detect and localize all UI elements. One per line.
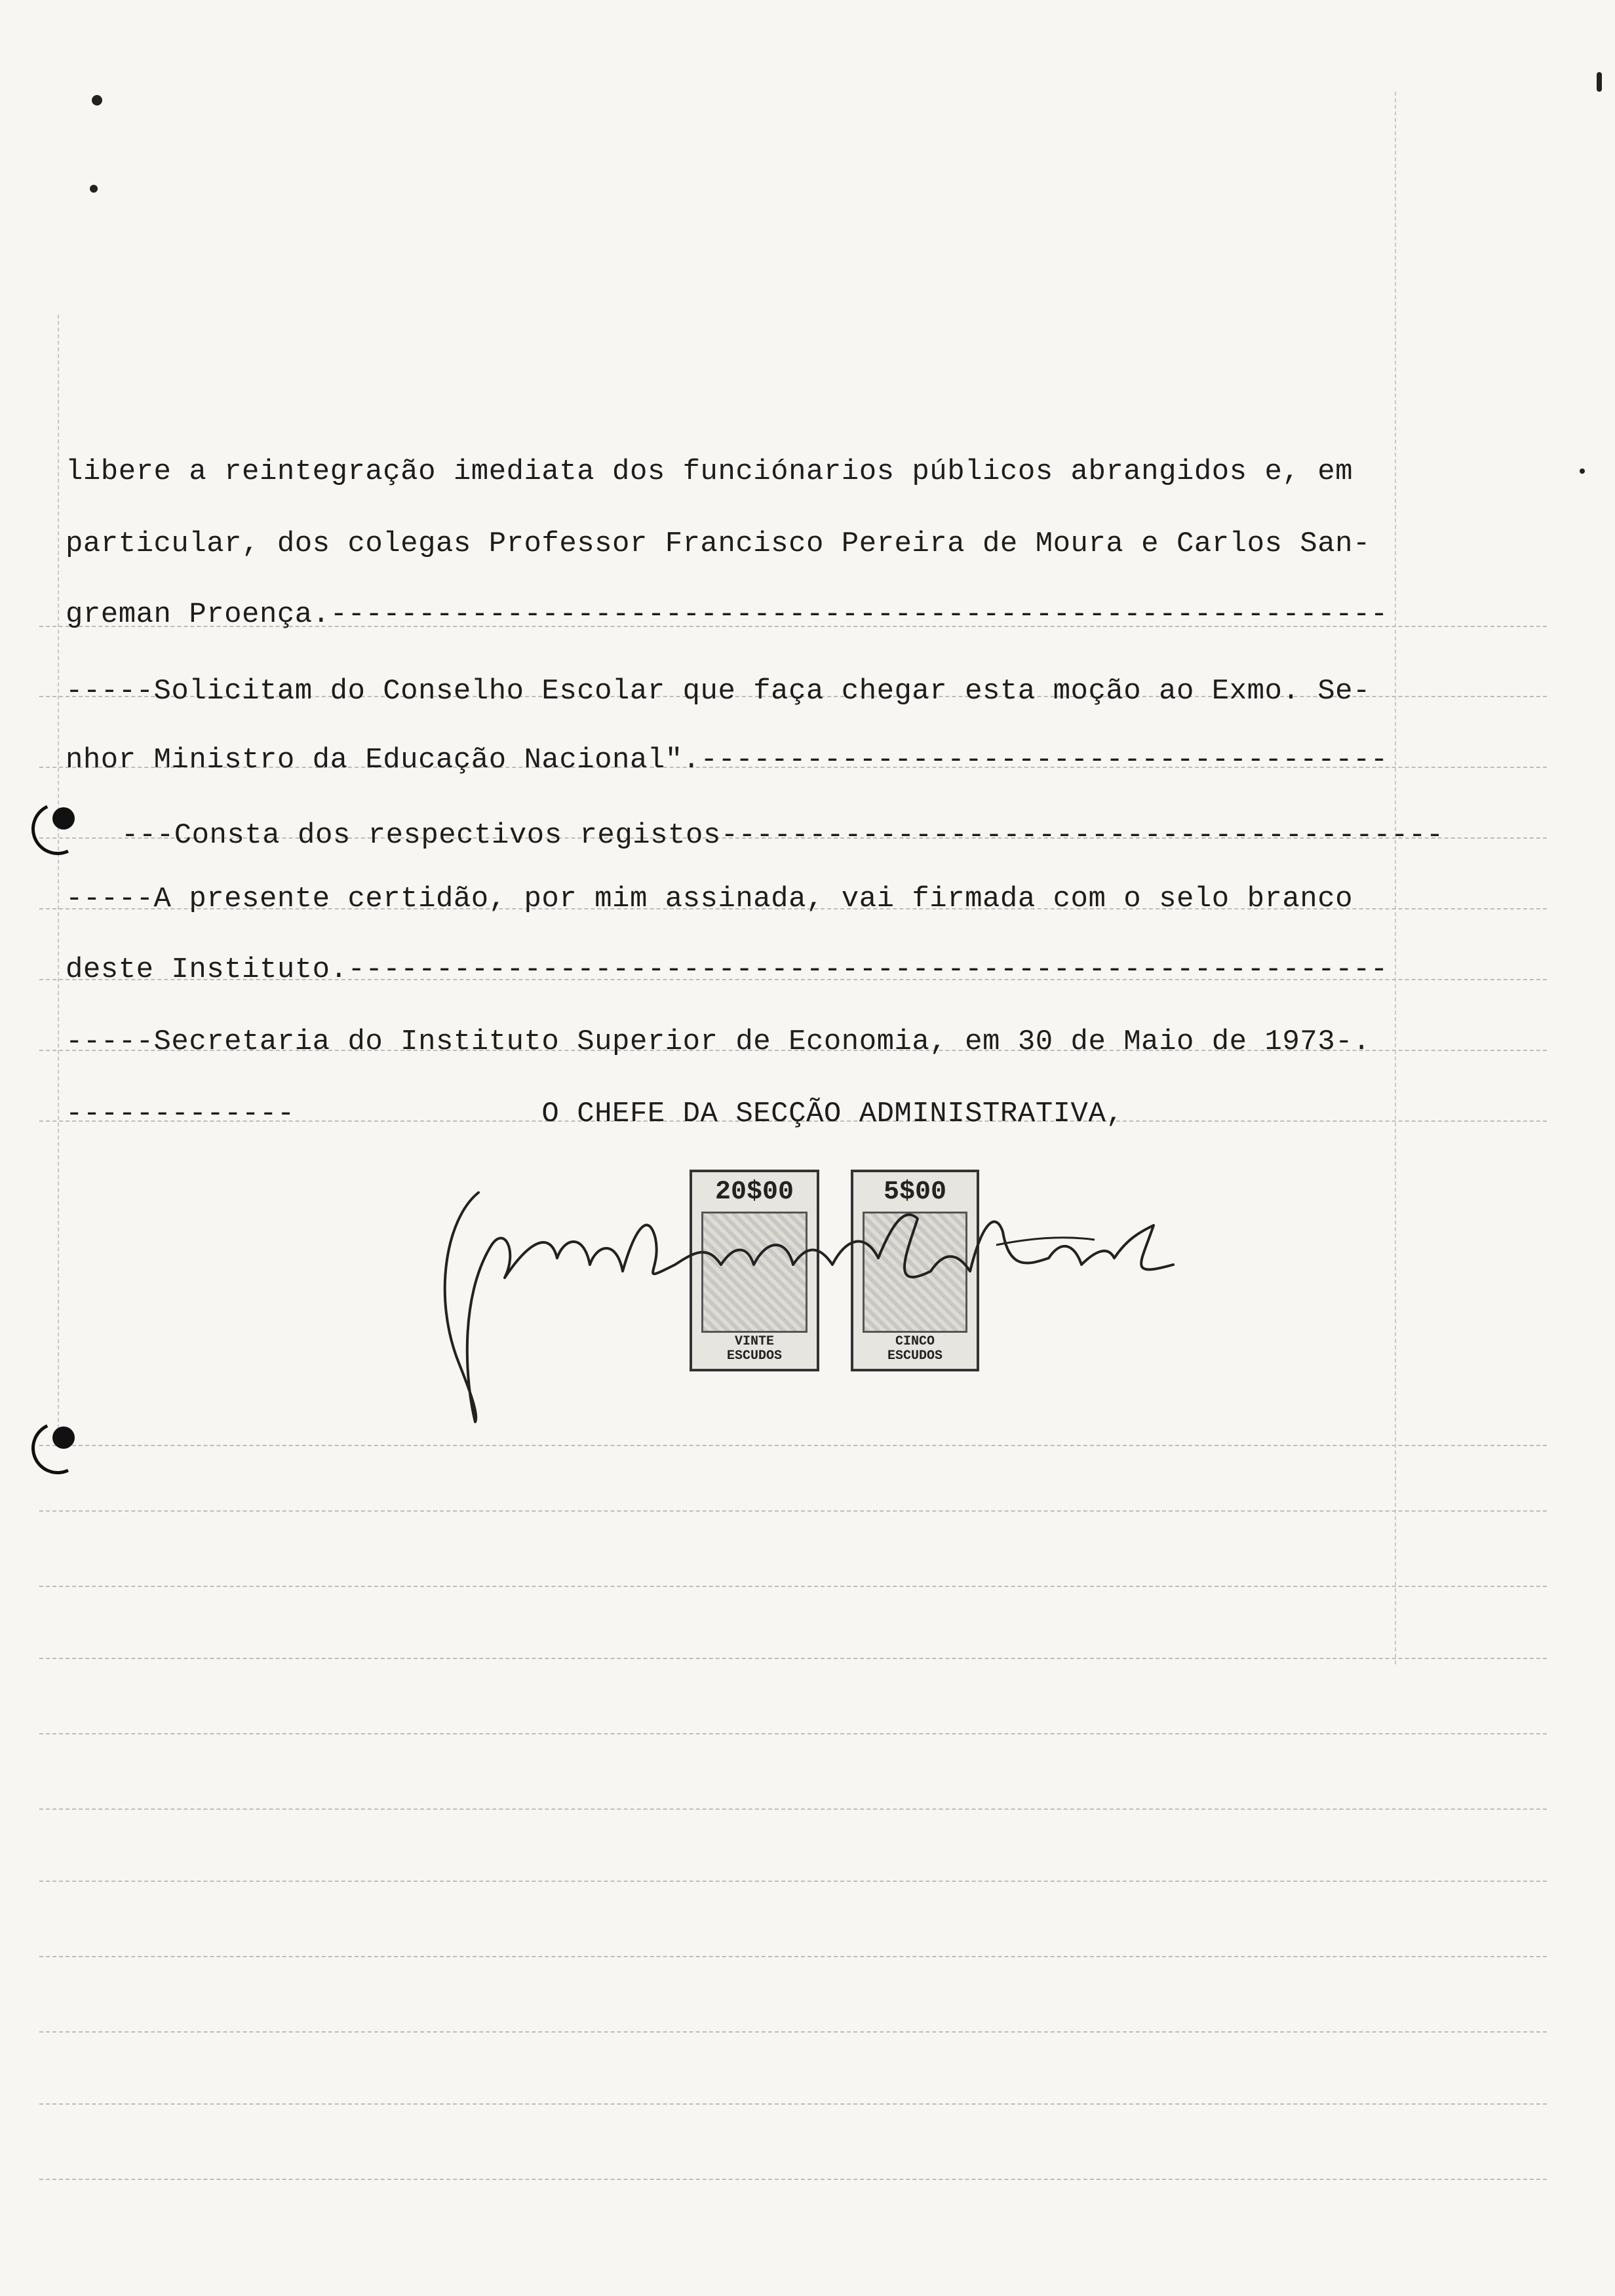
punch-hole bbox=[52, 1426, 75, 1449]
punch-hole bbox=[24, 795, 92, 863]
stamp-value: 5$00 bbox=[883, 1177, 946, 1207]
ruled-line bbox=[39, 2179, 1547, 2180]
ruled-line bbox=[39, 1881, 1547, 1882]
speck bbox=[1580, 469, 1585, 474]
text-line-10: ------------- O CHEFE DA SECÇÃO ADMINISTRATIVA, bbox=[66, 1098, 1124, 1130]
ruled-line bbox=[39, 1445, 1547, 1446]
ruled-line bbox=[39, 1510, 1547, 1512]
ruled-line bbox=[39, 1956, 1547, 1957]
stamp-words: VINTE ESCUDOS bbox=[726, 1334, 782, 1364]
text-line-3: greman Proença.------------------------------------------------------------ bbox=[66, 598, 1388, 631]
ruled-line bbox=[39, 1733, 1547, 1734]
punch-hole bbox=[24, 1415, 92, 1482]
speck bbox=[92, 95, 102, 105]
text-line-9: -----Secretaria do Instituto Superior de Economia, em 30 de Maio de 1973-. bbox=[66, 1025, 1371, 1058]
stamp-words: CINCO ESCUDOS bbox=[887, 1334, 943, 1364]
text-line-8: deste Instituto.----------------------------------------------------------- bbox=[66, 953, 1388, 986]
text-line-2: particular, dos colegas Professor Francisco Pereira de Moura e Carlos San- bbox=[66, 527, 1371, 560]
ruled-line bbox=[39, 1658, 1547, 1659]
ruled-line bbox=[39, 1808, 1547, 1810]
text-line-6: ---Consta dos respectivos registos----------------------------------------- bbox=[121, 819, 1444, 852]
ruled-line bbox=[39, 2031, 1547, 2033]
ruled-line bbox=[39, 2103, 1547, 2105]
margin-rule bbox=[1395, 92, 1396, 1664]
text-line-4: -----Solicitam do Conselho Escolar que faça chegar esta moção ao Exmo. Se- bbox=[66, 675, 1371, 708]
speck bbox=[90, 185, 98, 193]
text-line-7: -----A presente certidão, por mim assinada, vai firmada com o selo branco bbox=[66, 883, 1353, 915]
handwritten-signature bbox=[419, 1166, 1245, 1428]
margin-rule bbox=[58, 315, 59, 1428]
ruled-line bbox=[39, 1586, 1547, 1587]
punch-hole bbox=[52, 807, 75, 830]
speck bbox=[1597, 72, 1602, 92]
stamp-value: 20$00 bbox=[714, 1177, 794, 1207]
text-line-5: nhor Ministro da Educação Nacional".--------------------------------------- bbox=[66, 744, 1388, 776]
text-line-1: libere a reintegração imediata dos funciónarios públicos abrangidos e, em bbox=[66, 455, 1353, 488]
